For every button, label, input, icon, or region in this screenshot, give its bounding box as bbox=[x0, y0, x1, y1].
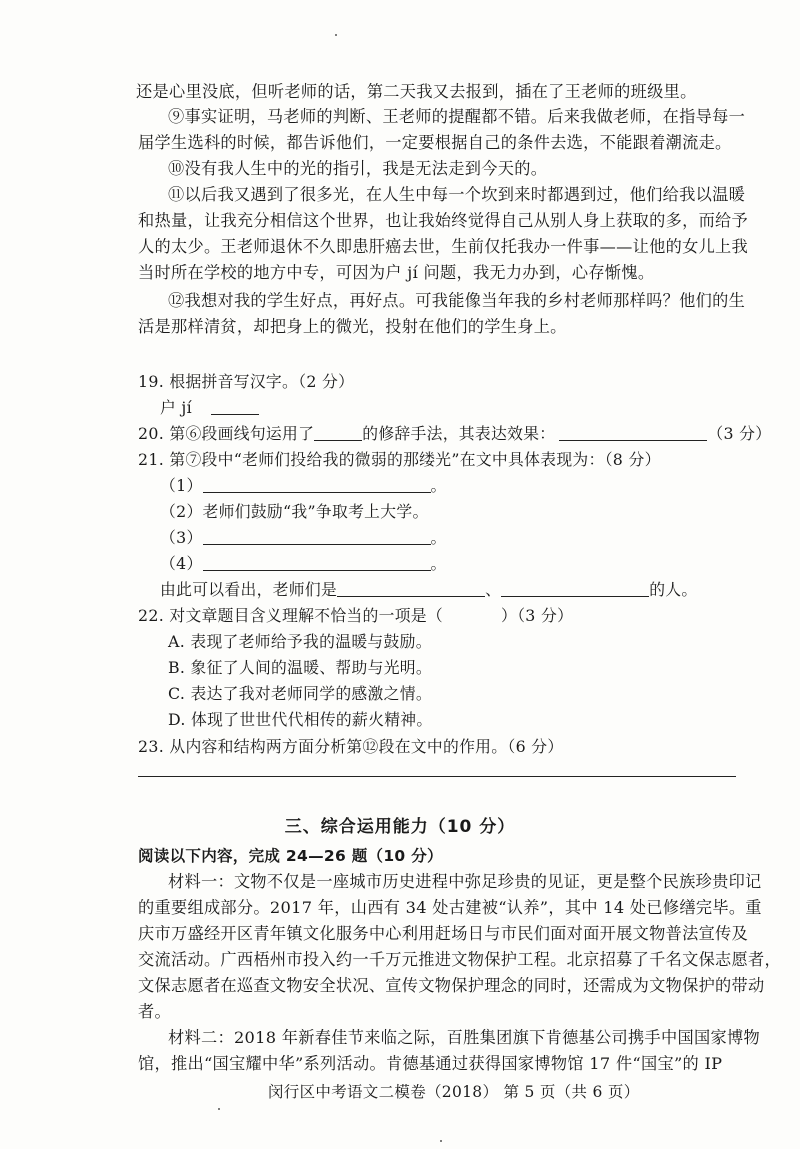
question-21-item-1 bbox=[160, 474, 447, 498]
question-21-item-4 bbox=[160, 552, 447, 576]
paragraph-9-line: 届学生选科的时候，都告诉他们，一定要根据自己的条件去选，不能跟着潮流走。 bbox=[138, 133, 732, 152]
option-d: D. 体现了世世代代相传的薪火精神。 bbox=[168, 710, 433, 729]
period: 。 bbox=[430, 554, 447, 573]
paragraph-9-line: ⑨事实证明，马老师的判断、王老师的提醒都不错。后来我做老师，在指导每一 bbox=[168, 107, 746, 126]
question-19-pinyin-row bbox=[160, 396, 259, 420]
section-instruction: 阅读以下内容，完成 24—26 题（10 分） bbox=[138, 847, 443, 865]
question-19-pinyin: 户 jí bbox=[160, 398, 192, 417]
question-20 bbox=[138, 422, 771, 446]
question-22 bbox=[138, 604, 573, 628]
question-21: 21. 第⑦段中“老师们投给我的微弱的那缕光”在文中具体表现为：（8 分） bbox=[138, 450, 661, 469]
question-21-item-2: （2）老师们鼓励“我”争取考上大学。 bbox=[160, 502, 429, 521]
answer-blank[interactable] bbox=[203, 528, 431, 545]
paragraph-11-line: 人的太少。王老师退休不久即患肝癌去世，生前仅托我办一件事——让他的女儿上我 bbox=[138, 237, 749, 256]
material-2-line: 材料二：2018 年新春佳节来临之际，百胜集团旗下肯德基公司携手中国国家博物 bbox=[168, 1028, 760, 1047]
answer-blank[interactable] bbox=[501, 580, 649, 597]
answer-blank[interactable] bbox=[337, 580, 485, 597]
scan-speck bbox=[335, 34, 337, 36]
summary-text: 由此可以看出，老师们是 bbox=[160, 580, 338, 599]
material-1-line: 文保志愿者在巡查文物安全状况、宣传文物保护理念的同时，还需成为文物保护的带动 bbox=[138, 976, 765, 995]
question-20-score: （3 分） bbox=[707, 424, 772, 443]
answer-line[interactable] bbox=[138, 776, 736, 777]
period: 。 bbox=[430, 528, 447, 547]
paragraph-12-line: ⑫我想对我的学生好点，再好点。可我能像当年我的乡村老师那样吗？他们的生 bbox=[168, 291, 746, 310]
question-23: 23. 从内容和结构两方面分析第⑫段在文中的作用。（6 分） bbox=[138, 737, 564, 756]
paragraph-11-line: 和热量，让我充分相信这个世界，也让我始终觉得自己从别人身上获取的多，而给予 bbox=[138, 211, 749, 230]
passage-line: 还是心里没底，但听老师的话，第二天我又去报到，插在了王老师的班级里。 bbox=[136, 82, 697, 101]
answer-blank[interactable] bbox=[211, 398, 259, 415]
question-21-item-3 bbox=[160, 526, 447, 550]
answer-blank[interactable] bbox=[559, 424, 707, 441]
material-1-line: 者。 bbox=[138, 1002, 171, 1021]
answer-blank[interactable] bbox=[203, 476, 431, 493]
option-a: A. 表现了老师给予我的温暖与鼓励。 bbox=[168, 632, 432, 651]
material-1-line: 材料一：文物不仅是一座城市历史进程中弥足珍贵的见证，更是整个民族珍贵印记 bbox=[168, 872, 762, 891]
question-22-score: ）（3 分） bbox=[501, 606, 574, 625]
scan-speck bbox=[440, 1140, 442, 1142]
question-22-text: 22. 对文章题目含义理解不恰当的一项是（ bbox=[138, 606, 443, 625]
material-1-line: 庆市万盛经开区青年镇文化服务中心利用赶场日与市民们面对面开展文物普法宣传及 bbox=[138, 924, 749, 943]
material-1-line: 交流活动。广西梧州市投入约一千万元推进文物保护工程。北京招募了千名文保志愿者， bbox=[138, 950, 782, 969]
answer-blank[interactable] bbox=[203, 554, 431, 571]
item-number: （3） bbox=[160, 528, 203, 547]
question-19: 19. 根据拼音写汉字。（2 分） bbox=[138, 372, 355, 391]
summary-separator: 、 bbox=[485, 580, 502, 599]
period: 。 bbox=[430, 476, 447, 495]
question-20-text-b: 的修辞手法，其表达效果： bbox=[362, 424, 556, 443]
answer-blank[interactable] bbox=[314, 424, 362, 441]
scan-speck bbox=[218, 1108, 220, 1110]
paragraph-12-line: 活是那样清贫，却把身上的微光，投射在他们的学生身上。 bbox=[138, 317, 567, 336]
section-heading: 三、综合运用能力（10 分） bbox=[284, 817, 516, 837]
material-2-line: 馆，推出“国宝耀中华”系列活动。肯德基通过获得国家博物馆 17 件“国宝”的 IP bbox=[138, 1054, 723, 1073]
paragraph-10: ⑩没有我人生中的光的指引，我是无法走到今天的。 bbox=[168, 159, 548, 178]
item-number: （1） bbox=[160, 476, 203, 495]
option-c: C. 表达了我对老师同学的感激之情。 bbox=[168, 684, 432, 703]
question-20-text-a: 20. 第⑥段画线句运用了 bbox=[138, 424, 315, 443]
summary-text-end: 的人。 bbox=[649, 580, 698, 599]
paragraph-11-line: 当时所在学校的地方中专，可因为户 jí 问题，我无力办到，心存惭愧。 bbox=[138, 263, 655, 282]
page-footer: 闵行区中考语文二模卷（2018） 第 5 页（共 6 页） bbox=[268, 1083, 640, 1101]
material-1-line: 的重要组成部分。2017 年，山西有 34 处古建被“认养”，其中 14 处已修缮完毕。重 bbox=[138, 898, 762, 917]
option-b: B. 象征了人间的温暖、帮助与光明。 bbox=[168, 658, 433, 677]
item-number: （4） bbox=[160, 554, 203, 573]
question-21-summary bbox=[160, 578, 697, 602]
paragraph-11-line: ⑪以后我又遇到了很多光，在人生中每一个坎到来时都遇到过，他们给我以温暖 bbox=[168, 185, 746, 204]
